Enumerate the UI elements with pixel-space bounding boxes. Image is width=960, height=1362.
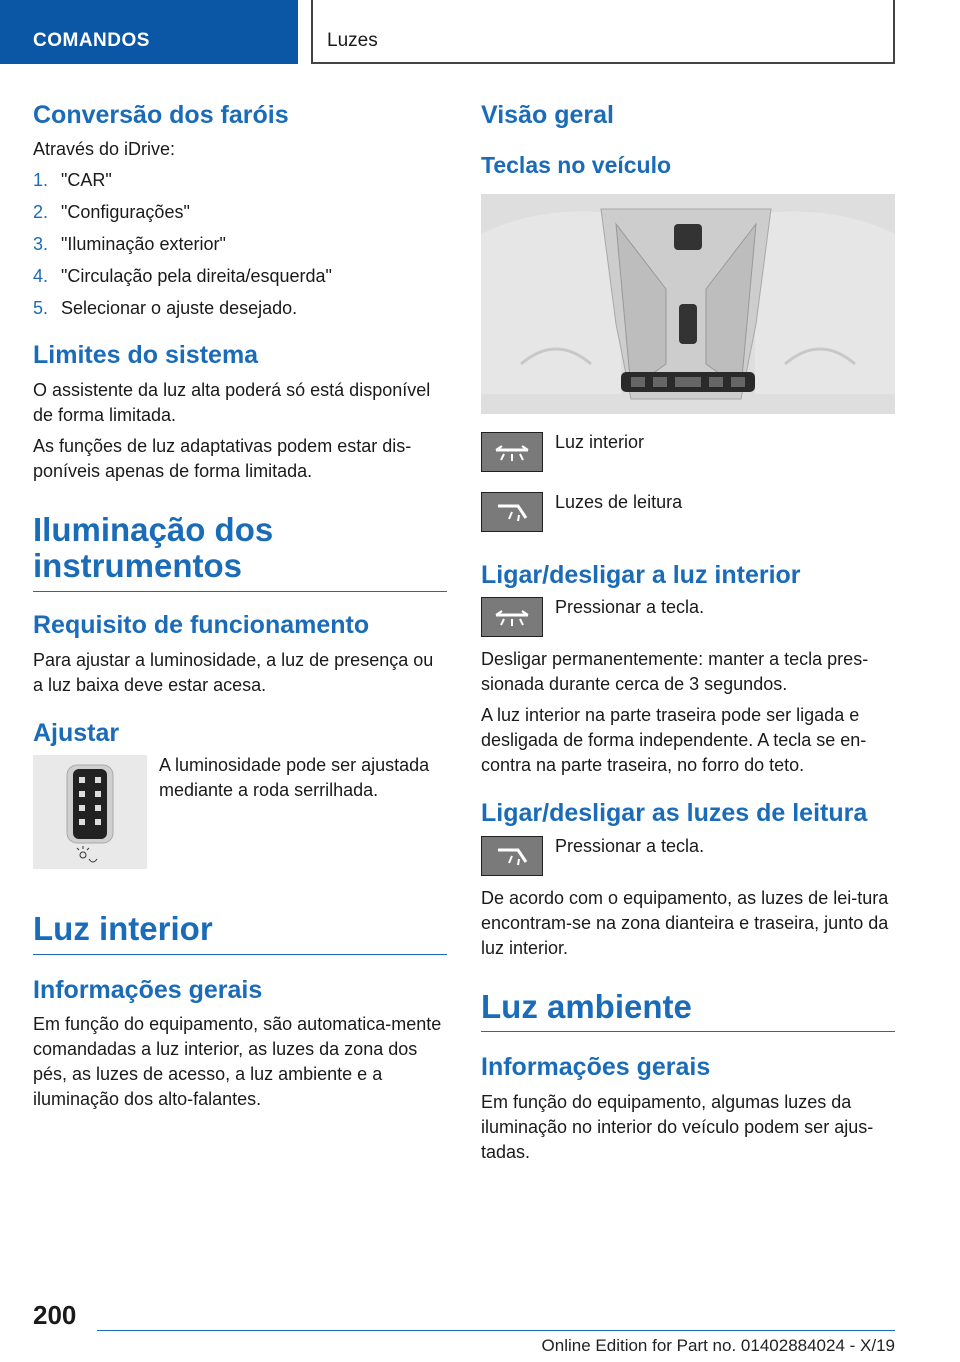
edition-text: Online Edition for Part no. 01402884024 - X/19 [541,1336,895,1355]
interior-light-button-icon [481,432,543,472]
roof-console-image [481,194,895,414]
heading-teclas: Teclas no veículo [481,152,672,179]
heading-informacoes: Informações gerais [33,975,263,1004]
ambiente-informacoes-text: Em função do equipamento, algumas luzes da iluminação no interior do veículo podem ser ajus‐tadas. [481,1091,874,1162]
conversao-intro: Através do iDrive: [33,139,176,160]
heading-conversao: Conversão dos faróis [33,101,289,129]
heading-requisito: Requisito de funcionamento [33,611,370,640]
informacoes-text: Em função do equipamento, são automatica‐mente comandadas a luz interior, as luzes da zona dos pés, as luzes de acesso, a luz ambiente e a iluminação dos alto-falantes. [33,1014,442,1110]
heading-luz-interior: Luz interior [33,911,447,955]
heading-luz-ambiente: Luz ambiente [481,989,895,1033]
heading-ligar-leitura: Ligar/desligar as luzes de leitura [481,799,868,828]
ligar-interior-action: Pressionar a tecla. [555,597,705,618]
page-number: 200 [33,1300,77,1330]
ligar-leitura-text: De acordo com o equipamento, as luzes de lei‐tura encontram-se na zona dianteira e traseira, junto da luz interior. [481,887,889,958]
key-reading-label: Luzes de leitura [555,492,683,512]
section-tab: COMANDOS [0,0,298,64]
limites-text-1: O assistente da luz alta poderá só está disponível de forma limitada. [33,379,431,425]
ligar-leitura-action: Pressionar a tecla. [555,835,705,856]
heading-iluminacao: Iluminação dos instrumentos [33,512,447,593]
list-item: 2. "Configurações" [33,202,190,223]
heading-limites: Limites do sistema [33,341,259,370]
chapter-title: Luzes [311,0,895,64]
heading-visao: Visão geral [481,101,614,129]
conversao-steps [33,168,447,321]
footer-divider [97,1330,895,1331]
interior-light-button-icon [481,597,543,637]
heading-ligar-interior: Ligar/desligar a luz interior [481,561,801,589]
heading-ajustar: Ajustar [33,718,120,747]
heading-ambiente-informacoes: Informações gerais [481,1053,711,1082]
requisito-text: Para ajustar a luminosidade, a luz de presença ou a luz baixa deve estar acesa. [33,649,434,695]
ajustar-text: A luminosidade pode ser ajustada mediante a roda serrilhada. [159,754,430,800]
ligar-interior-text-1: Desligar permanentemente: manter a tecla pres‐sionada durante cerca de 3 segundos. [481,649,869,695]
ligar-interior-text-2: A luz interior na parte traseira pode ser ligada e desligada de forma independente. A tecla se en‐contra na parte traseira, no forro do teto. [481,705,867,776]
list-item: 3. "Iluminação exterior" [33,234,226,255]
reading-light-button-icon [481,836,543,876]
list-item: 1. "CAR" [33,170,112,191]
limites-text-2: As funções de luz adaptativas podem estar dis‐poníveis apenas de forma limitada. [33,435,412,481]
left-column [33,100,447,1118]
key-interior-label: Luz interior [555,432,645,452]
reading-light-button-icon [481,492,543,532]
dimmer-wheel-image [33,755,147,869]
right-column [481,100,895,1171]
list-item: 5. Selecionar o ajuste desejado. [33,298,298,319]
list-item: 4. "Circulação pela direita/esquerda" [33,266,332,287]
